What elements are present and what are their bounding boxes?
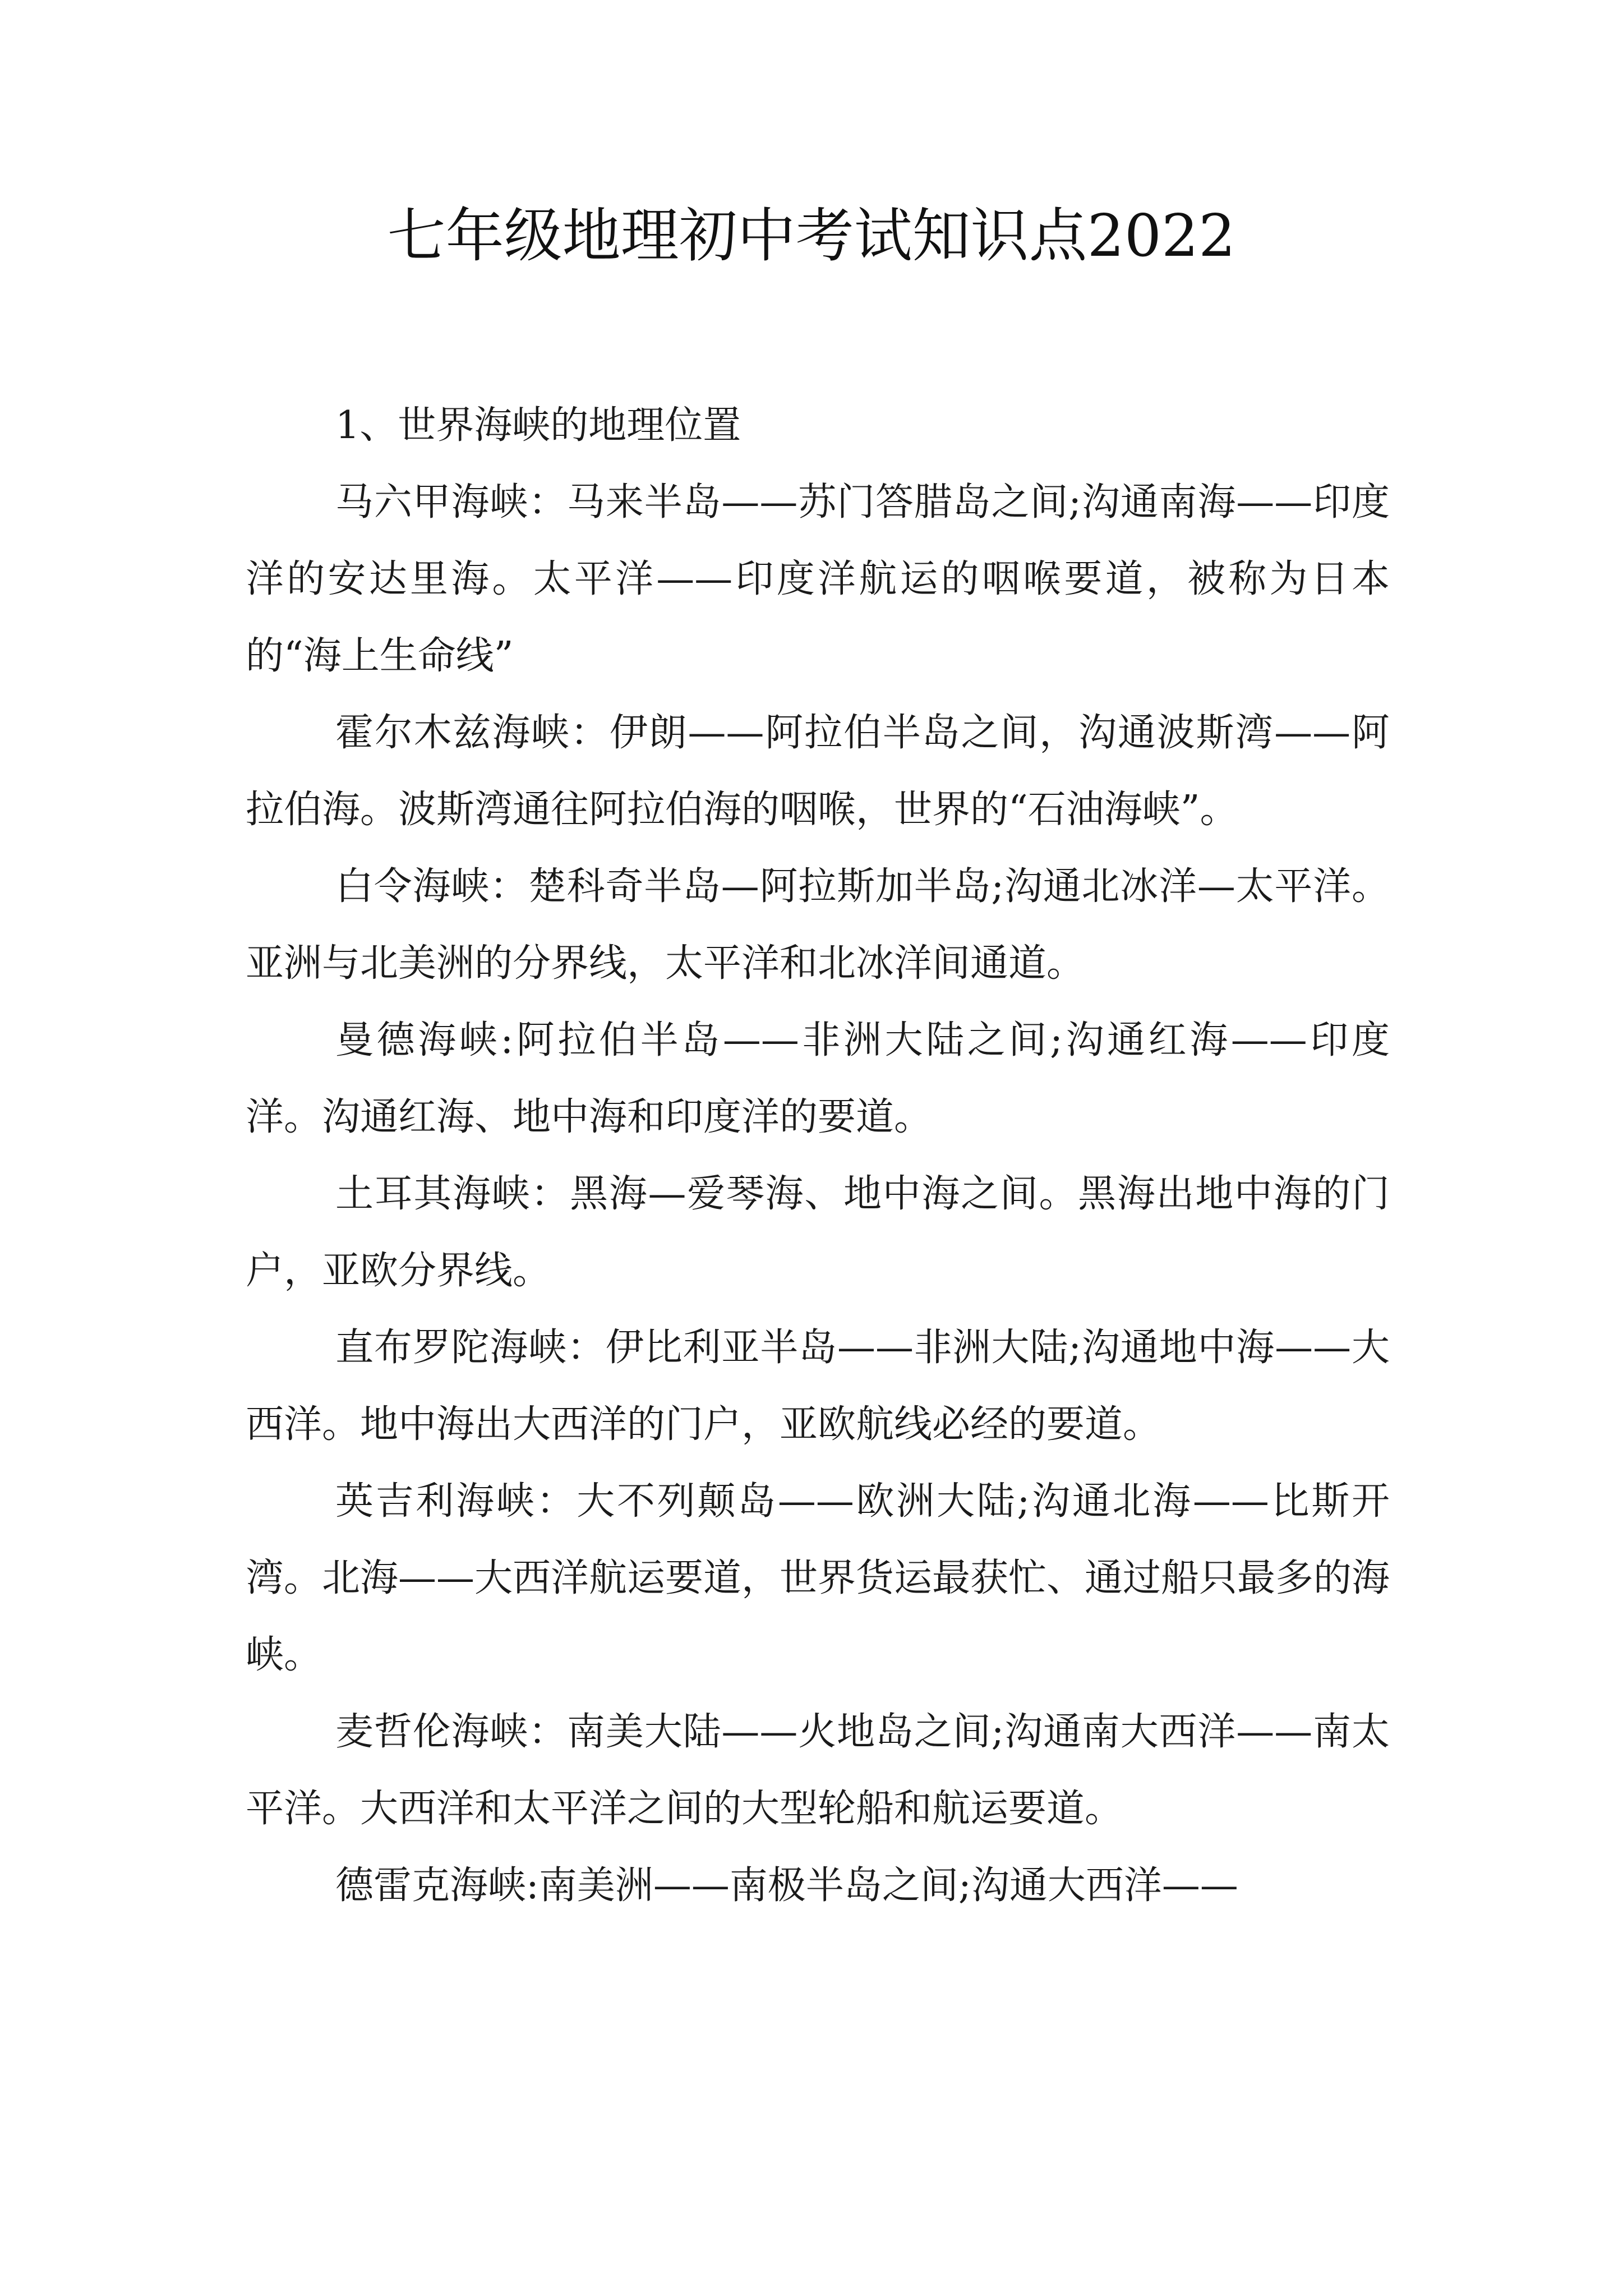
paragraph-bering-strait: 白令海峡：楚科奇半岛—阿拉斯加半岛;沟通北冰洋—太平洋。亚洲与北美洲的分界线，太平洋和北冰洋间通道。 <box>246 864 1390 986</box>
paragraph-drake-passage: 德雷克海峡:南美洲——南极半岛之间;沟通大西洋—— <box>335 1864 1238 1908</box>
paragraph-magellan-strait: 麦哲伦海峡：南美大陆——火地岛之间;沟通南大西洋——南太平洋。大西洋和太平洋之间的大型轮船和航运要道。 <box>246 1710 1390 1831</box>
document-body <box>246 387 1390 1924</box>
paragraph-mandeb-strait: 曼德海峡:阿拉伯半岛——非洲大陆之间;沟通红海——印度洋。沟通红海、地中海和印度洋的要道。 <box>246 1018 1390 1139</box>
paragraph-gibraltar-strait: 直布罗陀海峡：伊比利亚半岛——非洲大陆;沟通地中海——大西洋。地中海出大西洋的门户，亚欧航线必经的要道。 <box>246 1326 1390 1447</box>
paragraph-turkish-straits: 土耳其海峡：黑海—爱琴海、地中海之间。黑海出地中海的门户，亚欧分界线。 <box>246 1172 1390 1293</box>
paragraph-hormuz-strait: 霍尔木兹海峡：伊朗——阿拉伯半岛之间，沟通波斯湾——阿拉伯海。波斯湾通往阿拉伯海的咽喉，世界的“石油海峡”。 <box>246 711 1390 832</box>
paragraph-english-channel: 英吉利海峡：大不列颠岛——欧洲大陆;沟通北海——比斯开湾。北海——大西洋航运要道，世界货运最获忙、通过船只最多的海峡。 <box>246 1479 1390 1677</box>
document-title: 七年级地理初中考试知识点2022 <box>387 201 1236 270</box>
section-heading: 1、世界海峡的地理位置 <box>335 403 741 448</box>
paragraph-malacca-strait: 马六甲海峡：马来半岛——苏门答腊岛之间;沟通南海——印度洋的安达里海。太平洋——印度洋航运的咽喉要道，被称为日本的“海上生命线” <box>246 480 1390 678</box>
